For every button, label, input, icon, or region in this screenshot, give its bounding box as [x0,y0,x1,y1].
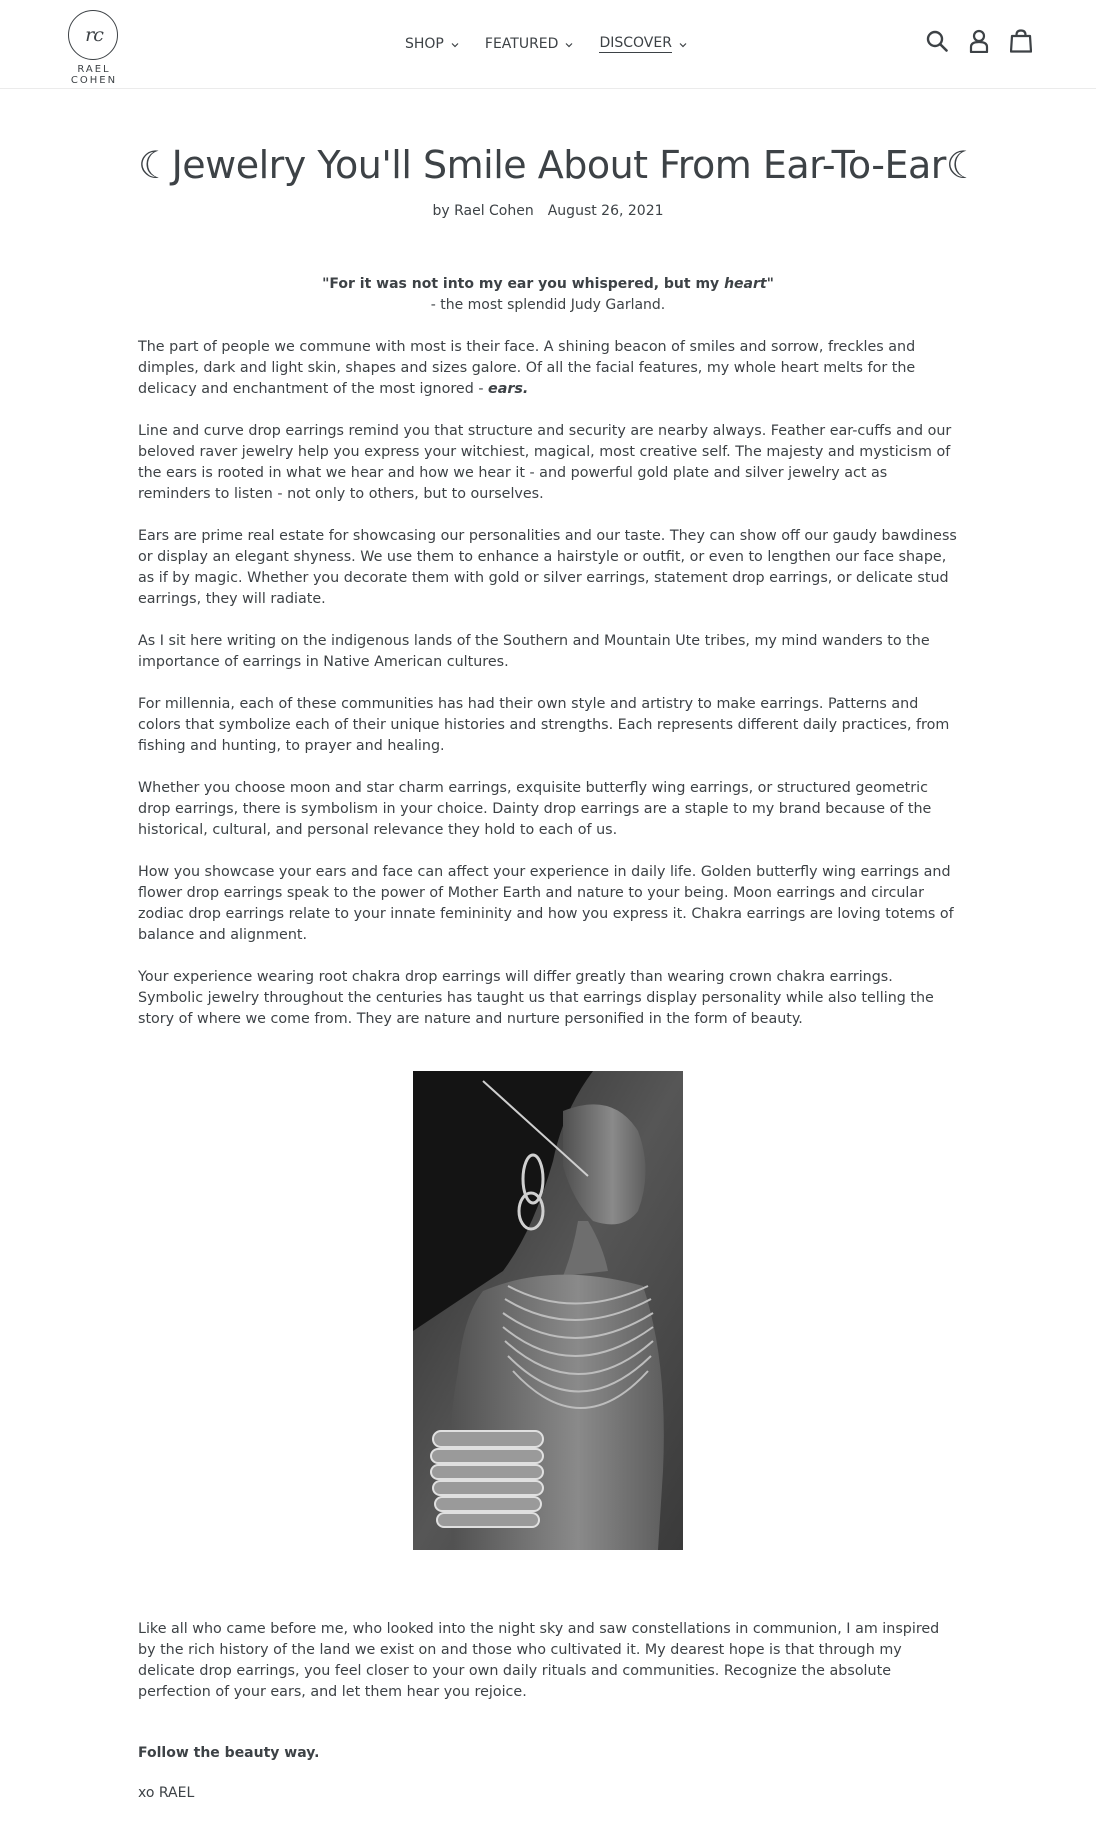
article-date: August 26, 2021 [547,203,664,219]
quote-start: "For it was not into my ear you whispered, but my [322,276,725,292]
nav-shop-label: SHOP [405,36,444,52]
nav-featured[interactable] [485,30,574,58]
cart-icon[interactable] [1008,26,1034,56]
epigraph-quote [138,274,958,316]
main-nav [405,30,713,58]
article-paragraph: How you showcase your ears and face can affect your experience in daily life. Golden butterfly wing earrings and flower drop earrings speak to the power of Mother Earth and nature to your being. Moon earrings and circular zodiac drop earrings relate to your innate femininity and how you express it. Chakra earrings are loving totems of balance and alignment. [138,864,954,943]
search-icon[interactable] [924,26,950,56]
site-header [0,0,1096,89]
chevron-down-icon [679,36,687,52]
logo-wordmark: RAEL COHEN [70,64,118,86]
article-photo [413,1071,683,1550]
article-paragraph: As I sit here writing on the indigenous lands of the Southern and Mountain Ute tribes, my mind wanders to the importance of earrings in Native American cultures. [138,633,930,670]
article-paragraph [138,337,958,400]
blog-article [138,138,980,1804]
logo-circle [68,10,118,60]
header-icons [908,26,1034,56]
article-paragraph: For millennia, each of these communities has had their own style and artistry to make earrings. Patterns and colors that symbolize each of their unique histories and strengths. Each represents different daily practices, from fishing and hunting, to prayer and healing. [138,696,950,754]
chevron-down-icon [451,36,459,52]
article-paragraph: Line and curve drop earrings remind you that structure and security are nearby always. Feather ear-cuffs and our beloved raver jewelry help you express your witchiest, magical, most creative self. The majesty and mysticism of the ears is rooted in what we hear and how we hear it - and powerful gold plate and silver jewelry act as reminders to listen - not only to others, but to ourselves. [138,423,952,502]
nav-featured-label: FEATURED [484,36,559,52]
follow-line: Follow the beauty way. [138,1745,320,1761]
article-meta [138,202,958,220]
quote-emphasis: heart [724,276,767,292]
nav-discover-label: DISCOVER [599,35,672,51]
paragraph-emphasis: ears. [488,381,529,397]
nav-shop[interactable] [405,30,459,58]
rael-cohen-logo[interactable] [52,10,136,86]
quote-end: " [766,276,774,292]
quote-attribution: - the most splendid Judy Garland. [430,297,666,313]
signoff: xo RAEL [138,1785,195,1801]
paragraph-text: The part of people we commune with most is their face. A shining beacon of smiles and sorrow, freckles and dimples, dark and light skin, shapes and sizes galore. Of all the facial features, my whole heart melts for the delicacy and enchantment of the most ignored - [138,339,916,397]
account-icon[interactable] [966,26,992,56]
article-paragraph: Your experience wearing root chakra drop earrings will differ greatly than wearing crown chakra earrings. Symbolic jewelry throughout the centuries has taught us that earrings display personality while also telling the story of where we come from. They are nature and nurture personified in the form of beauty. [138,969,934,1027]
article-title: ☾Jewelry You'll Smile About From Ear-To-Ear☾ [138,143,980,187]
article-paragraph: Ears are prime real estate for showcasing our personalities and our taste. They can show off our gaudy bawdiness or display an elegant shyness. We use them to enhance a hairstyle or outfit, or even to lengthen our face shape, as if by magic. Whether you decorate them with gold or silver earrings, statement drop earrings, or delicate stud earrings, they will radiate. [138,528,957,607]
chevron-down-icon [565,36,573,52]
quote-text [138,274,958,295]
nav-discover[interactable] [599,30,687,58]
article-author: by Rael Cohen [432,203,534,219]
article-paragraph: Whether you choose moon and star charm earrings, exquisite butterfly wing earrings, or structured geometric drop earrings, there is symbolism in your choice. Dainty drop earrings are a staple to my brand because of the historical, cultural, and personal relevance they hold to each of us. [138,780,932,838]
logo-monogram: rc [85,24,103,46]
closing-paragraph: Like all who came before me, who looked into the night sky and saw constellations in communion, I am inspired by the rich history of the land we exist on and those who cultivated it. My dearest hope is that through my delicate drop earrings, you feel closer to your own daily rituals and communities. Recognize the absolute perfection of your ears, and let them hear you rejoice. [138,1621,940,1700]
